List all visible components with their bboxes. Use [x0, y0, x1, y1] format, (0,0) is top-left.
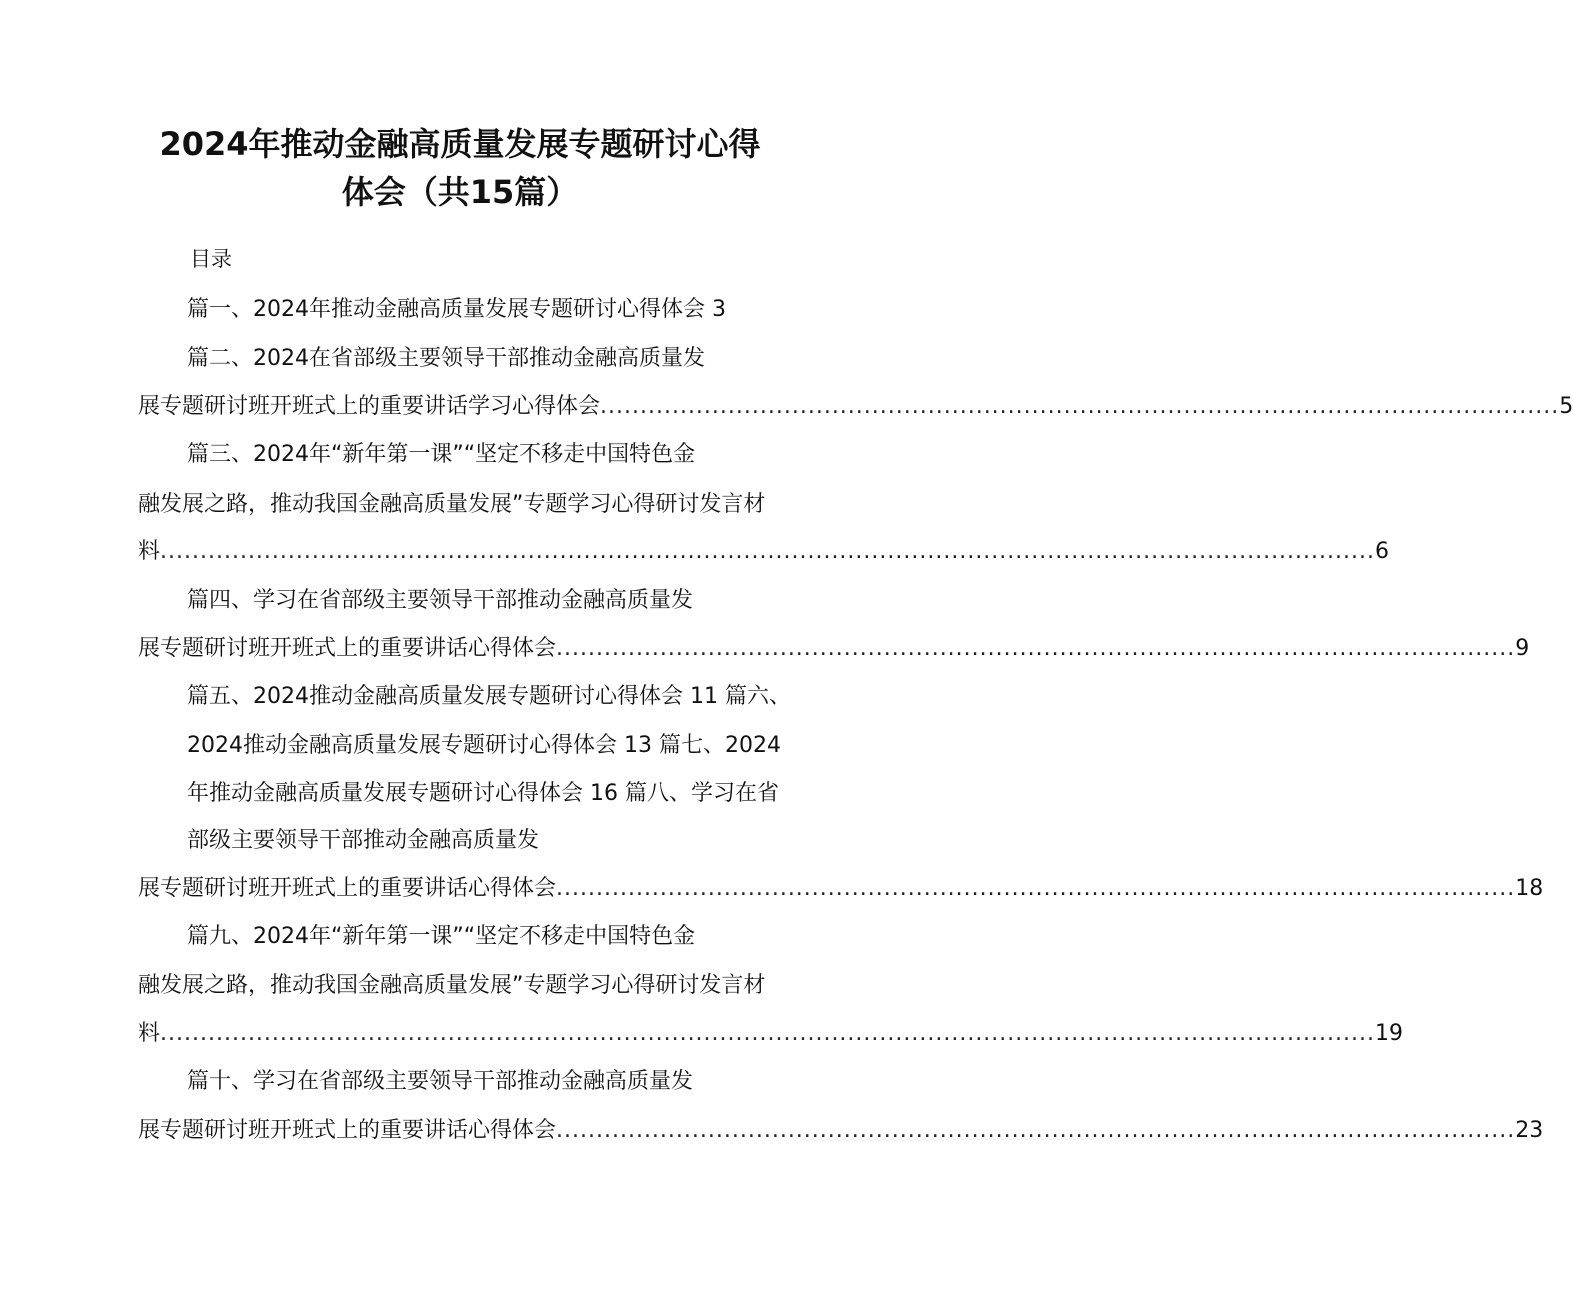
toc-entry[interactable]: 篇一、2024年推动金融高质量发展专题研讨心得体会 3 [187, 297, 726, 322]
toc-entry[interactable]: 部级主要领导干部推动金融高质量发 [187, 828, 540, 853]
document-title-line-2: 体会（共15篇） [341, 173, 579, 211]
toc-page-number: 9 [1515, 636, 1530, 661]
toc-entry-with-page[interactable] [138, 537, 1389, 567]
toc-page-number: 23 [1515, 1118, 1544, 1143]
toc-entry-text: 展专题研讨班开班式上的重要讲话心得体会 [138, 636, 557, 661]
toc-entry[interactable]: 年推动金融高质量发展专题研讨心得体会 16 篇八、学习在省 [187, 781, 779, 806]
toc-leader-dots: ........................................................................................................................ [556, 1118, 1516, 1143]
toc-leader-dots: ........................................................................................................................................................ [160, 539, 1375, 564]
toc-entry-with-page[interactable] [138, 874, 1544, 904]
toc-page-number: 5 [1559, 394, 1573, 419]
toc-entry-with-page[interactable] [138, 392, 1573, 422]
toc-entry[interactable]: 篇二、2024在省部级主要领导干部推动金融高质量发 [187, 346, 705, 371]
toc-entry[interactable]: 篇五、2024推动金融高质量发展专题研讨心得体会 11 篇六、 [187, 684, 791, 709]
toc-entry-text: 料 [138, 1021, 161, 1046]
toc-leader-dots: ........................................................................................................................ [600, 394, 1560, 419]
toc-entry[interactable]: 篇四、学习在省部级主要领导干部推动金融高质量发 [187, 588, 694, 613]
toc-entry[interactable]: 篇十、学习在省部级主要领导干部推动金融高质量发 [187, 1069, 694, 1094]
toc-entry-text: 展专题研讨班开班式上的重要讲话学习心得体会 [138, 394, 601, 419]
toc-entry[interactable]: 融发展之路，推动我国金融高质量发展”专题学习心得研讨发言材 [138, 973, 766, 998]
toc-entry-with-page[interactable] [138, 1019, 1403, 1049]
toc-leader-dots: ........................................................................................................................................................ [160, 1021, 1375, 1046]
toc-page-number: 6 [1374, 539, 1389, 564]
toc-leader-dots: ........................................................................................................................ [556, 876, 1516, 901]
toc-page-number: 18 [1515, 876, 1544, 901]
toc-leader-dots: ........................................................................................................................ [556, 636, 1516, 661]
toc-entry[interactable]: 篇三、2024年“新年第一课”“坚定不移走中国特色金 [187, 442, 696, 467]
toc-page-number: 19 [1374, 1021, 1403, 1046]
toc-entry-text: 料 [138, 539, 161, 564]
toc-entry-with-page[interactable] [138, 634, 1530, 664]
toc-entry-text: 展专题研讨班开班式上的重要讲话心得体会 [138, 876, 557, 901]
toc-entry[interactable]: 融发展之路，推动我国金融高质量发展”专题学习心得研讨发言材 [138, 492, 766, 517]
toc-entry[interactable]: 篇九、2024年“新年第一课”“坚定不移走中国特色金 [187, 924, 696, 949]
toc-heading: 目录 [190, 247, 232, 271]
document-title-line-1: 2024年推动金融高质量发展专题研讨心得 [159, 125, 761, 163]
toc-entry-text: 展专题研讨班开班式上的重要讲话心得体会 [138, 1118, 557, 1143]
toc-entry[interactable]: 2024推动金融高质量发展专题研讨心得体会 13 篇七、2024 [187, 733, 781, 758]
toc-entry-with-page[interactable] [138, 1116, 1544, 1146]
